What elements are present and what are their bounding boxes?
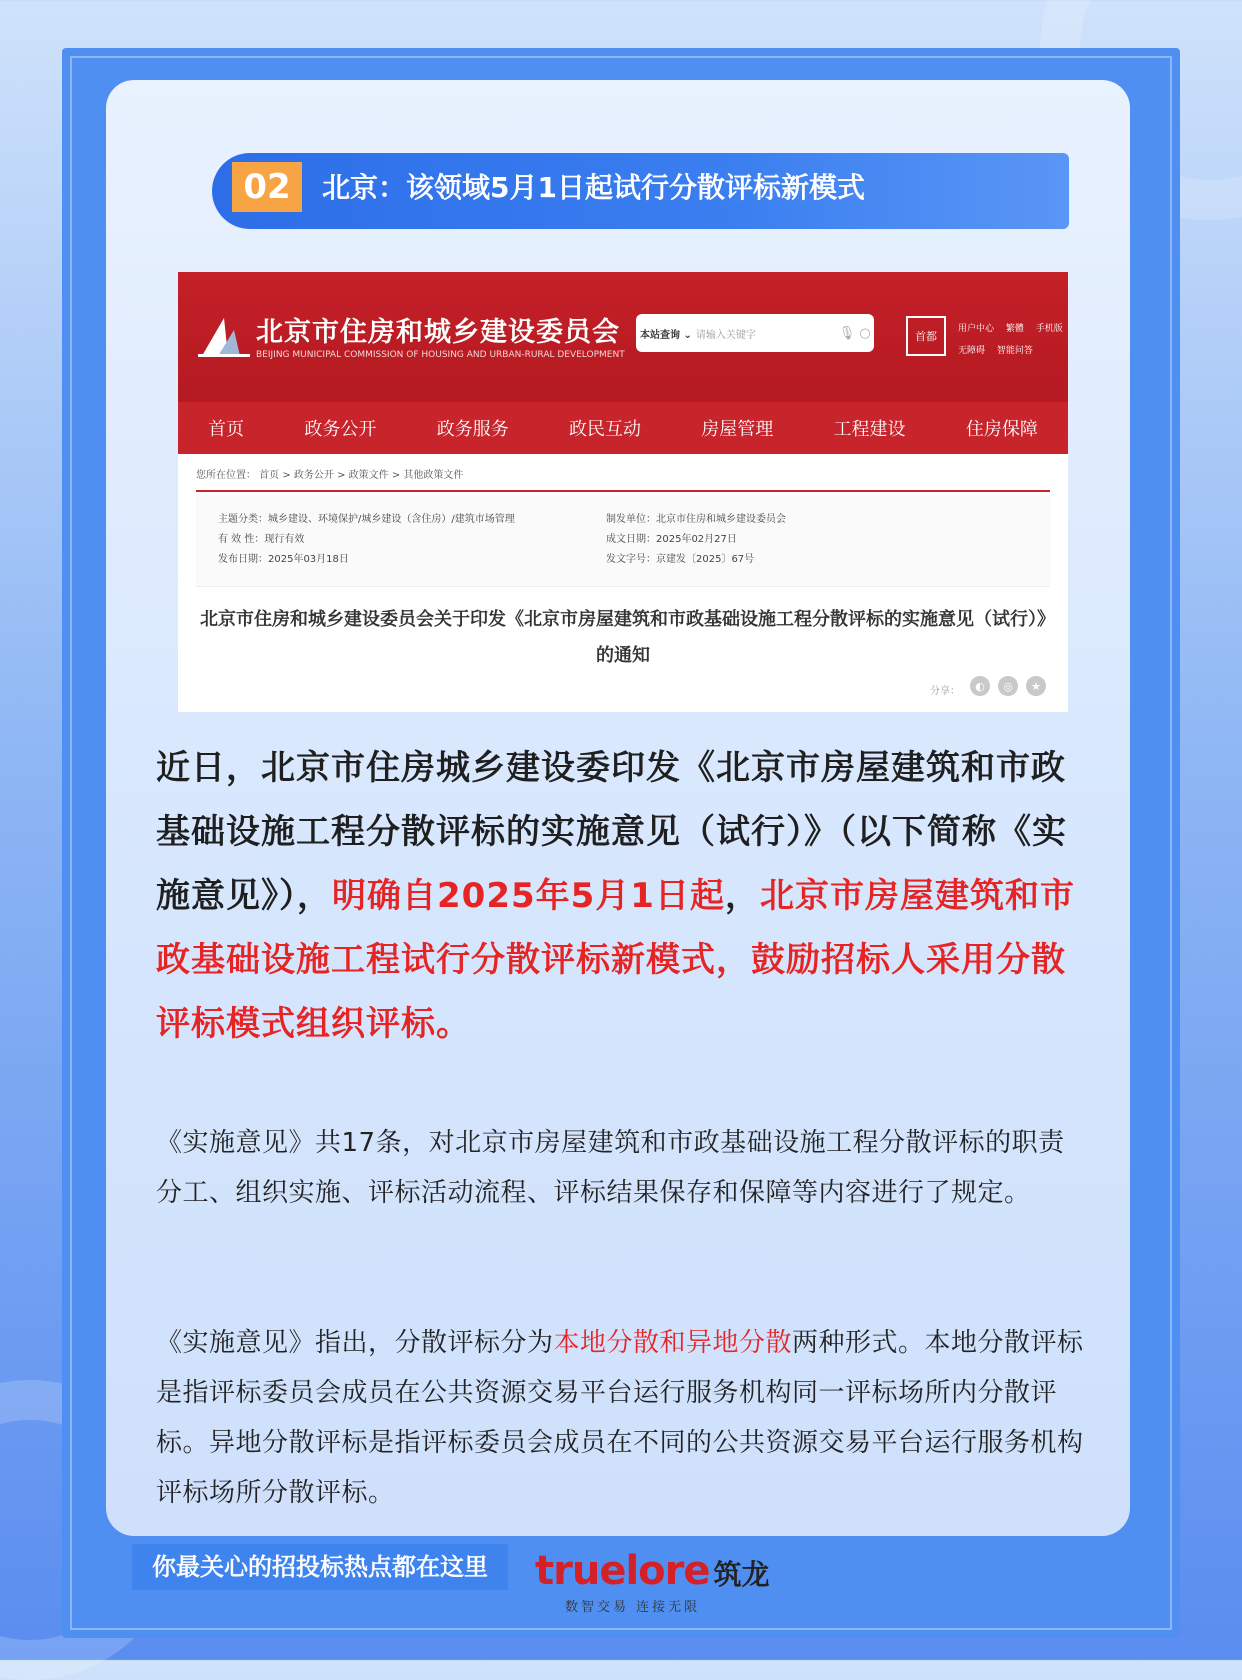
website-screenshot	[178, 272, 1068, 712]
meta-validity: 有 效 性：现行有效	[218, 534, 305, 545]
nav-item-housing[interactable]: 房屋管理	[701, 419, 774, 440]
section-title: 北京：该领域5月1日起试行分散评标新模式	[322, 171, 865, 204]
link-smart-qa[interactable]: 智能问答	[996, 346, 1033, 356]
meta-category: 主题分类：城乡建设、环境保护/城乡建设（含住房）/建筑市场管理	[218, 514, 515, 525]
body-paragraph-2	[156, 1318, 1086, 1518]
footer-tagline: 你最关心的招投标热点都在这里	[132, 1544, 508, 1590]
weibo-share-icon[interactable]: ◎	[998, 676, 1018, 696]
para2-text-a: 《实施意见》指出，分散评标分为	[156, 1328, 554, 1358]
lead-text: 近日，北京市住房城乡建设委印发《北京市房屋建筑和市政基础设施工程分散评标的实施意见（试行）》（以下简称《实施意见》），	[156, 748, 1067, 916]
meta-right	[606, 510, 786, 570]
search-input[interactable]: 请输入关键字	[695, 329, 756, 341]
link-user-center[interactable]: 用户中心	[958, 324, 995, 334]
brand-slogan: 数智交易 连接无限	[565, 1600, 701, 1615]
lead-comma: ，	[724, 876, 760, 916]
link-accessibility[interactable]: 无障碍	[958, 346, 986, 356]
site-org-name-en: BEIJING MUNICIPAL COMMISSION OF HOUSING AND URBAN-RURAL DEVELOPMENT	[256, 350, 625, 360]
nav-item-construction[interactable]: 工程建设	[833, 419, 906, 440]
breadcrumb: 您所在位置： 首页 > 政务公开 > 政策文件 > 其他政策文件	[196, 470, 464, 481]
commission-logo-icon	[194, 312, 256, 360]
meta-left	[218, 510, 515, 570]
meta-doc-number: 发文字号：京建发〔2025〕67号	[606, 554, 755, 565]
divider	[196, 490, 1050, 492]
meta-written-date: 成文日期：2025年02月27日	[606, 534, 737, 545]
capital-logo-icon[interactable]: 首都	[906, 316, 946, 356]
para2-text-c: 两种形式。本地分散评标是指评标委员会成员在公共资源交易平台运行服务机构同一评标场所内分散评标。异地分散评标是指评标委员会成员在不同的公共资源交易平台运行服务机构评标场所分散评标。	[156, 1328, 1084, 1508]
body-paragraph-1: 《实施意见》共17条，对北京市房屋建筑和市政基础设施工程分散评标的职责分工、组织实施、评标活动流程、评标结果保存和保障等内容进行了规定。	[156, 1128, 1065, 1208]
site-nav	[178, 402, 1068, 454]
site-org-name: 北京市住房和城乡建设委员会	[256, 317, 620, 348]
lead-paragraph	[156, 736, 1086, 1056]
site-search-box[interactable]	[636, 314, 874, 352]
brand-logo	[535, 1548, 770, 1594]
share-label: 分享：	[930, 686, 960, 697]
nav-item-home[interactable]: 首页	[208, 419, 245, 440]
wechat-share-icon[interactable]: ◐	[970, 676, 990, 696]
site-banner	[178, 272, 1068, 402]
link-traditional[interactable]: 繁體	[1005, 324, 1024, 334]
nav-item-interaction[interactable]: 政民互动	[568, 419, 641, 440]
brand-name-en: truelore	[535, 1548, 710, 1594]
section-number: 02	[232, 162, 302, 212]
para2-highlight: 本地分散和异地分散	[553, 1328, 793, 1358]
site-top-links	[958, 318, 1068, 362]
nav-item-gov-affairs[interactable]: 政务公开	[304, 419, 377, 440]
meta-issuer: 制发单位：北京市住房和城乡建设委员会	[606, 514, 786, 525]
link-mobile[interactable]: 手机版	[1035, 324, 1063, 334]
nav-item-services[interactable]: 政务服务	[436, 419, 509, 440]
brand-name-cn: 筑龙	[713, 1558, 770, 1591]
doc-meta-panel	[196, 494, 1050, 587]
search-scope-select[interactable]: 本站查询 ⌄	[640, 329, 692, 341]
nav-item-security[interactable]: 住房保障	[965, 419, 1038, 440]
doc-title: 北京市住房和城乡建设委员会关于印发《北京市房屋建筑和市政基础设施工程分散评标的实施意见（试行）》的通知	[200, 609, 1046, 666]
favorite-share-icon[interactable]: ★	[1026, 676, 1046, 696]
share-icons	[970, 676, 1046, 696]
meta-publish-date: 发布日期：2025年03月18日	[218, 554, 349, 565]
lead-highlight-date: 明确自2025年5月1日起	[332, 876, 725, 916]
lead-highlight-policy: 北京市房屋建筑和市政基础设施工程试行分散评标新模式，鼓励招标人采用分散评标模式组织评标。	[156, 876, 1075, 1044]
search-icon[interactable]: ○	[859, 325, 871, 341]
microphone-icon[interactable]: 🎙	[838, 325, 856, 341]
